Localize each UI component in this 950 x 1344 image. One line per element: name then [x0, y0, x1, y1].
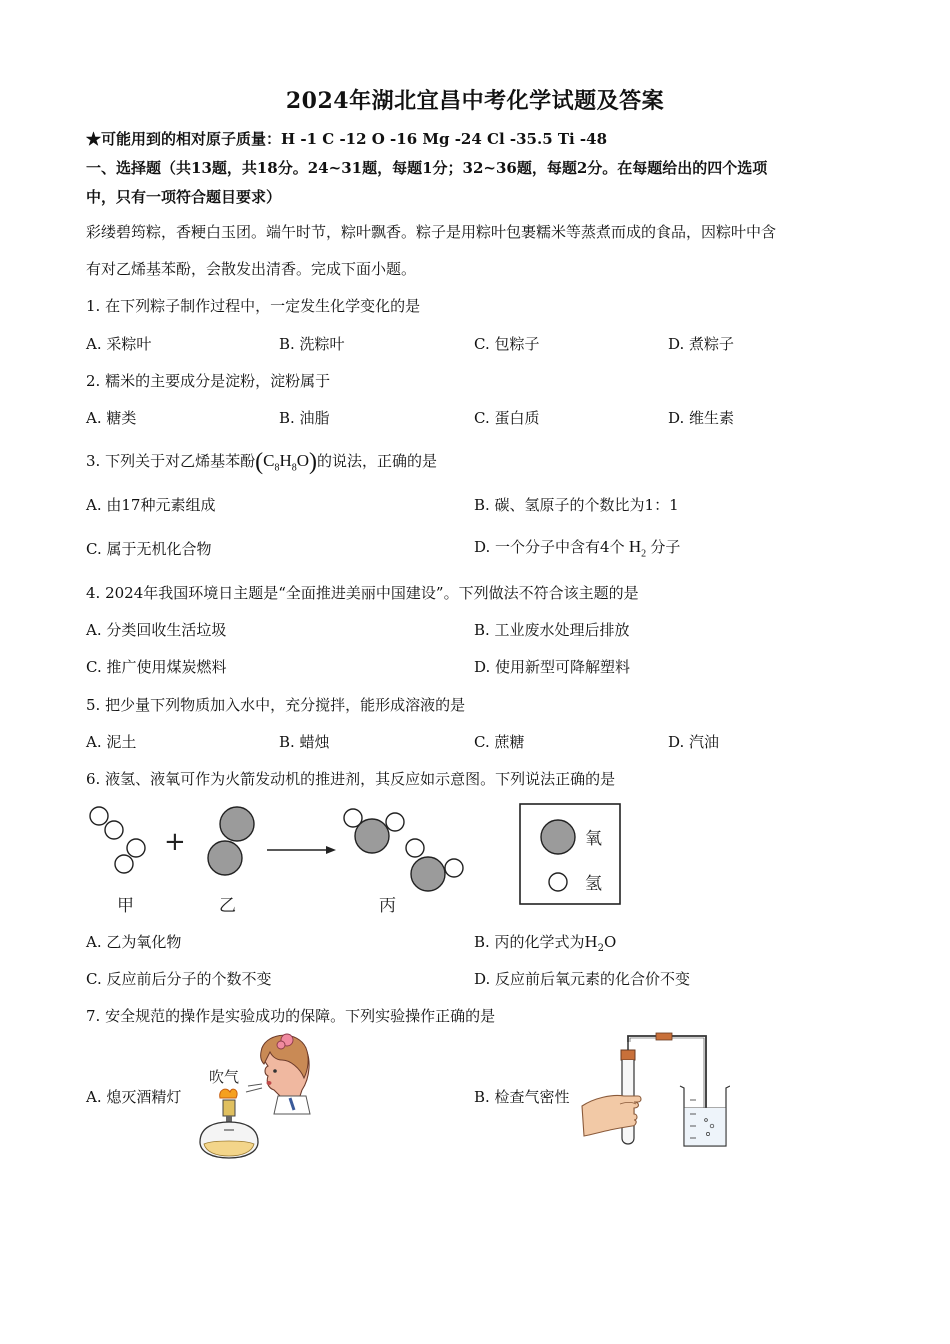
reaction-arrow: [267, 846, 336, 854]
legend-hydrogen-atom: [549, 873, 567, 891]
q5-option-b: B. 蜡烛: [279, 733, 330, 751]
legend-hydrogen-label: 氢: [585, 874, 602, 894]
q2-option-d: D. 维生素: [668, 409, 735, 427]
q5-option-a: A. 泥土: [86, 733, 137, 751]
q7-option-b: B. 检查气密性: [474, 1088, 570, 1106]
intro-line2: 有对乙烯基苯酚，会散发出清香。完成下面小题。: [86, 260, 417, 278]
blow-label: 吹气: [209, 1068, 240, 1086]
q3-paren-close: ): [309, 449, 317, 475]
molecule-h2-1: [90, 807, 123, 839]
q6-option-d: D. 反应前后氧元素的化合价不变: [474, 970, 691, 988]
q3-option-a: A. 由17种元素组成: [86, 496, 216, 514]
q7-option-a: A. 熄灭酒精灯: [86, 1088, 182, 1106]
q3-option-d: D. 一个分子中含有4个 $H_2$ 分子: [474, 537, 681, 560]
q6-option-c: C. 反应前后分子的个数不变: [86, 970, 272, 988]
atom-legend: [518, 802, 624, 906]
section-heading-line1: 一、选择题（共13题，共18分。24~31题，每题1分；32~36题，每题2分。在每题给出的四个选项: [86, 159, 768, 177]
molecule-o2: [208, 807, 254, 875]
label-bing: 丙: [379, 896, 396, 916]
label-jia: 甲: [117, 896, 134, 916]
page-title: 2024年湖北宜昌中考化学试题及答案: [285, 88, 665, 114]
girl-figure: [261, 1034, 310, 1114]
q4-option-b: B. 工业废水处理后排放: [474, 621, 630, 639]
q3-paren-open: (: [255, 449, 264, 475]
label-yi: 乙: [219, 896, 236, 916]
q6-option-b: B. 丙的化学式为$H_2O$: [474, 933, 617, 954]
q1-option-a: A. 采粽叶: [86, 335, 152, 353]
q6-stem: 6. 液氢、液氧可作为火箭发动机的推进剂，其反应如示意图。下列说法正确的是: [86, 770, 616, 788]
alcohol-lamp-icon: [200, 1089, 258, 1158]
q3-option-b: B. 碳、氢原子的个数比为1：1: [474, 496, 679, 514]
test-tube-icon: [621, 1042, 635, 1144]
blowing-out-lamp-illustration: [190, 1030, 315, 1162]
q5-option-c: C. 蔗糖: [474, 733, 525, 751]
q3-stem-pre: 3. 下列关于对乙烯基苯酚: [86, 452, 256, 470]
plus-sign: +: [164, 827, 186, 857]
q1-option-c: C. 包粽子: [474, 335, 540, 353]
q1-option-d: D. 煮粽子: [668, 335, 735, 353]
q4-option-a: A. 分类回收生活垃圾: [86, 621, 227, 639]
q2-option-a: A. 糖类: [86, 409, 137, 427]
q5-option-d: D. 汽油: [668, 733, 720, 751]
q4-stem: 4. 2024年我国环境日主题是“全面推进美丽中国建设”。下列做法不符合该主题的是: [86, 584, 639, 602]
atomic-mass-note: ★可能用到的相对原子质量：H -1 C -12 O -16 Mg -24 Cl -35.5 Ti -48: [86, 130, 608, 148]
q5-stem: 5. 把少量下列物质加入水中，充分搅拌，能形成溶液的是: [86, 696, 466, 714]
intro-line1: 彩缕碧筠粽，香粳白玉团。端午时节，粽叶飘香。粽子是用粽叶包裹糯米等蒸煮而成的食品，因粽叶中含: [86, 223, 777, 241]
q1-option-b: B. 洗粽叶: [279, 335, 345, 353]
q2-option-b: B. 油脂: [279, 409, 330, 427]
airtightness-check-illustration: [580, 1030, 730, 1155]
q4-option-d: D. 使用新型可降解塑料: [474, 658, 631, 676]
molecule-h2o-1: [344, 809, 404, 853]
legend-oxygen-label: 氧: [585, 829, 602, 849]
beaker-icon: [680, 1086, 730, 1146]
section-heading-line2: 中，只有一项符合题目要求）: [86, 188, 282, 206]
q3-formula: $C_8H_8O$: [263, 451, 309, 474]
air-stream: [246, 1084, 262, 1092]
q3-h2-formula: $H_2$: [628, 537, 647, 560]
q3-stem-post: 的说法，正确的是: [317, 452, 438, 470]
q3-option-c: C. 属于无机化合物: [86, 540, 212, 558]
molecule-h2o-2: [406, 839, 463, 891]
q3-stem: [86, 450, 437, 473]
q7-stem: 7. 安全规范的操作是实验成功的保障。下列实验操作正确的是: [86, 1007, 496, 1025]
q4-option-c: C. 推广使用煤炭燃料: [86, 658, 227, 676]
q1-stem: 1. 在下列粽子制作过程中，一定发生化学变化的是: [86, 297, 421, 315]
q6-option-a: A. 乙为氧化物: [86, 933, 182, 951]
molecule-h2-2: [115, 839, 145, 873]
legend-oxygen-atom: [541, 820, 575, 854]
q2-option-c: C. 蛋白质: [474, 409, 540, 427]
q2-stem: 2. 糯米的主要成分是淀粉，淀粉属于: [86, 372, 331, 390]
